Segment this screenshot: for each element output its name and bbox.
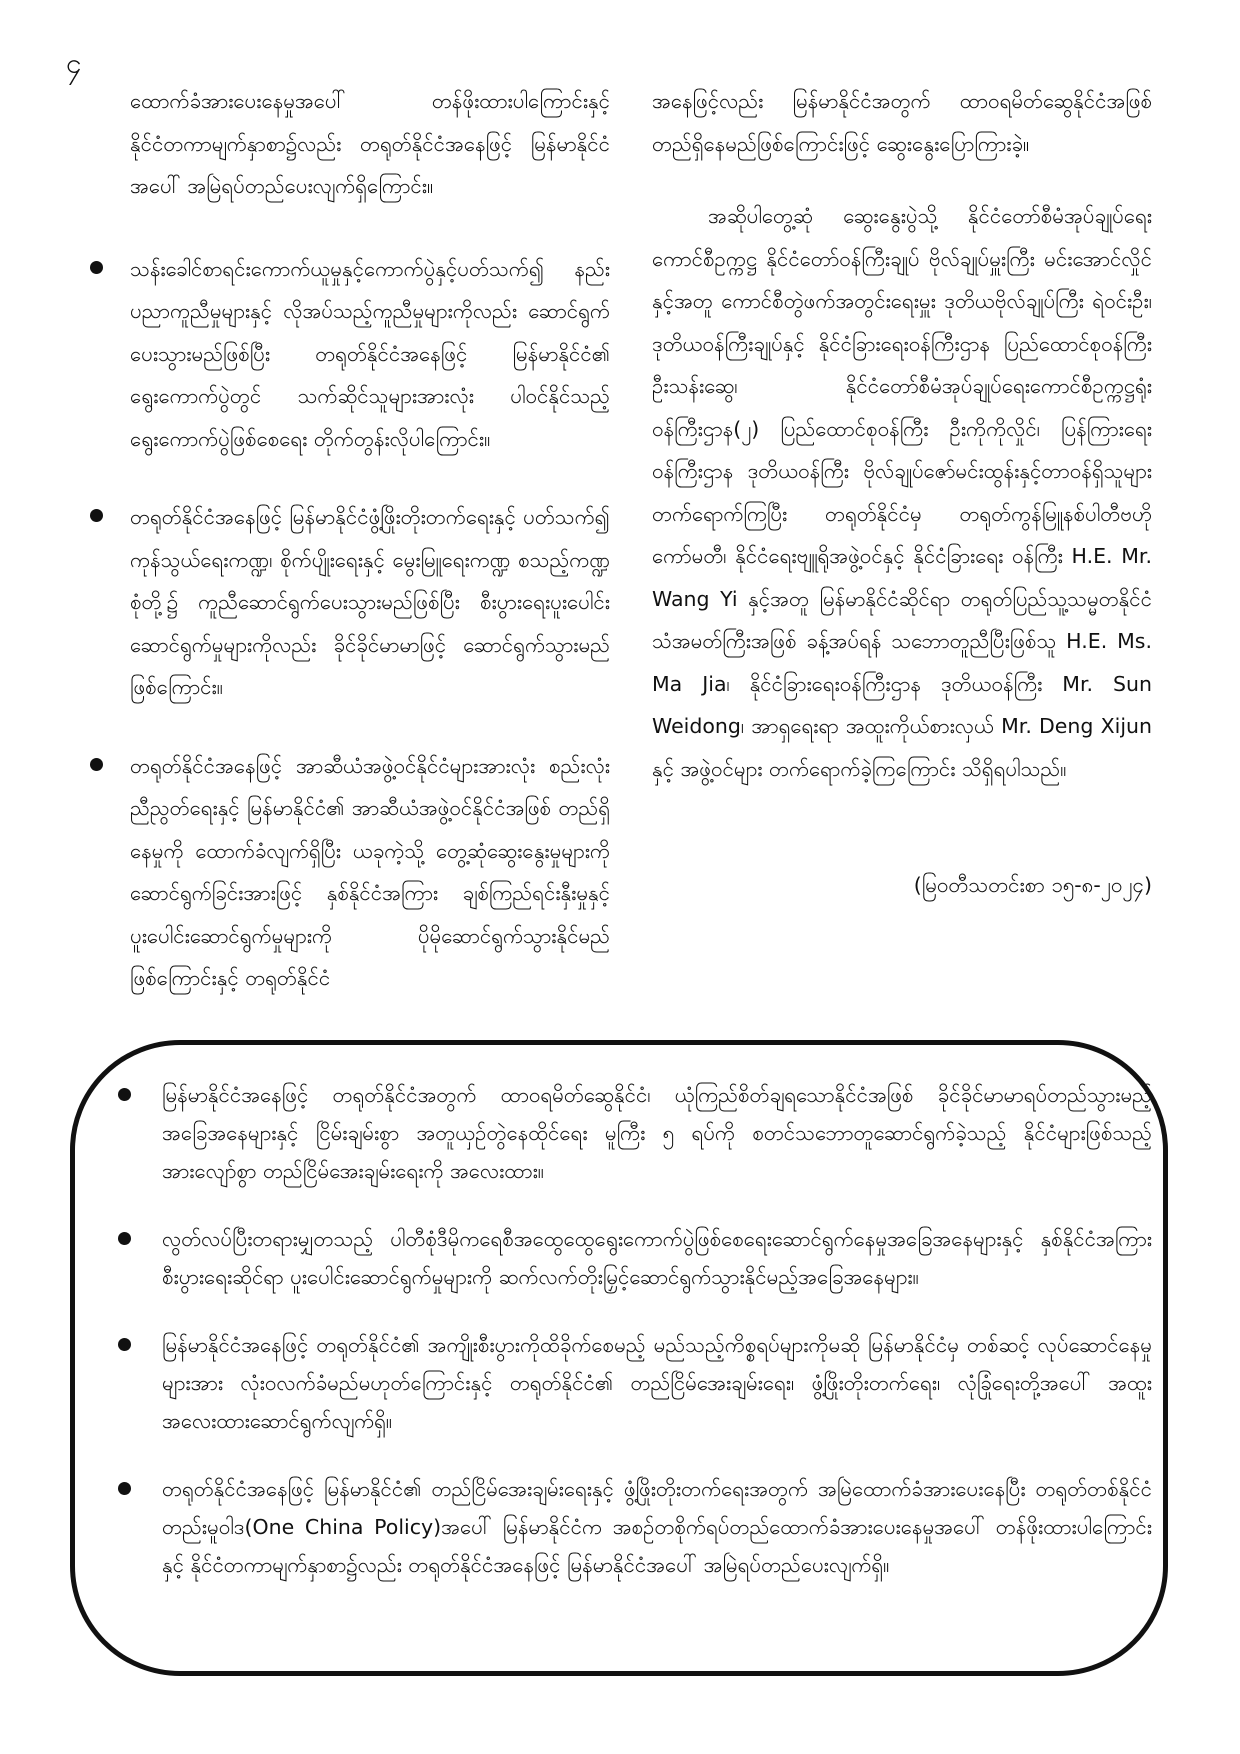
summary-item — [162, 1076, 1152, 1190]
continuation-paragraph: အနေဖြင့်လည်း မြန်မာနိုင်ငံအတွက် ထာဝရမိတ်ဆွေနိုင်ငံအဖြစ် တည်ရှိနေမည်ဖြစ်ကြောင်းဖြင့် ဆွေးနွေးပြောကြားခဲ့။ — [652, 89, 1152, 156]
bullet-icon — [118, 1482, 131, 1495]
list-item-text: တရုတ်နိုင်ငံအနေဖြင့် မြန်မာနိုင်ငံဖွံ့ဖြိုးတိုးတက်ရေးနှင့် ပတ်သက်၍ ကုန်သွယ်ရေးကဏ္ဍ၊ စိုက်ပျိုးရေးနှင့် မွေးမြူရေးကဏ္ဍ စသည့်ကဏ္ဍစုံတို့၌ ကူညီဆောင်ရွက်ပေးသွားမည်ဖြစ်ပြီး စီးပွားရေးပူးပေါင်းဆောင်ရွက်မှုများကိုလည်း ခိုင်ခိုင်မာမာဖြင့် ဆောင်ရွက်သွားမည်ဖြစ်ကြောင်း။ — [130, 505, 610, 699]
summary-item-text: တရုတ်နိုင်ငံအနေဖြင့် မြန်မာနိုင်ငံ၏ တည်ငြိမ်အေးချမ်းရေးနှင့် ဖွံ့ဖြိုးတိုးတက်ရေးအတွက် အမြဲထောက်ခံအားပေးနေပြီး တရုတ်တစ်နိုင်ငံတည်းမူဝါဒ(One China Policy)အပေါ် မြန်မာနိုင်ငံက အစဉ်တစိုက်ရပ်တည်ထောက်ခံအားပေးနေမှုအပေါ် တန်ဖိုးထားပါကြောင်းနှင့် နိုင်ငံတကာမျက်နှာစာ၌လည်း တရုတ်နိုင်ငံအနေဖြင့် မြန်မာနိုင်ငံအပေါ် အမြဲရပ်တည်ပေးလျက်ရှိ။ — [162, 1477, 1152, 1577]
list-item-text: တရုတ်နိုင်ငံအနေဖြင့် အာဆီယံအဖွဲ့ဝင်နိုင်ငံများအားလုံး စည်းလုံးညီညွတ်ရေးနှင့် မြန်မာနိုင်ငံ၏ အာဆီယံအဖွဲ့ဝင်နိုင်ငံအဖြစ် တည်ရှိနေမှုကို ထောက်ခံလျက်ရှိပြီး ယခုကဲ့သို့ တွေ့ဆုံဆွေးနွေးမှုများကို ဆောင်ရွက်ခြင်းအားဖြင့် နှစ်နိုင်ငံအကြား ချစ်ကြည်ရင်းနှီးမှုနှင့် ပူးပေါင်းဆောင်ရွက်မှုများကို ပိုမိုဆောင်ရွက်သွားနိုင်မည်ဖြစ်ကြောင်းနှင့် တရုတ်နိုင်ငံ — [130, 753, 610, 990]
right-column — [652, 80, 1152, 927]
bullet-icon — [90, 758, 103, 771]
intro-paragraph: ထောက်ခံအားပေးနေမှုအပေါ် တန်ဖိုးထားပါကြောင်းနှင့် နိုင်ငံတကာမျက်နှာစာ၌လည်း တရုတ်နိုင်ငံအနေဖြင့် မြန်မာနိုင်ငံအပေါ် အမြဲရပ်တည်ပေးလျက်ရှိကြောင်း။ — [130, 89, 610, 198]
source-citation: (မြဝတီသတင်းစာ ၁၅-၈-၂၀၂၄) — [913, 873, 1152, 897]
summary-item — [162, 1326, 1152, 1440]
summary-list — [162, 1076, 1152, 1614]
bullet-icon — [118, 1088, 131, 1101]
list-item — [130, 496, 610, 709]
summary-item-text: မြန်မာနိုင်ငံအနေဖြင့် တရုတ်နိုင်ငံအတွက် ထာဝရမိတ်ဆွေနိုင်ငံ၊ ယုံကြည်စိတ်ချရသောနိုင်ငံအဖြစ် ခိုင်ခိုင်မာမာရပ်တည်သွားမည့်အခြေအနေများနှင့် ငြိမ်းချမ်းစွာ အတူယှဉ်တွဲနေထိုင်ရေး မူကြီး ၅ ရပ်ကို စတင်သဘောတူဆောင်ရွက်ခဲ့သည့် နိုင်ငံများဖြစ်သည့်အားလျော်စွာ တည်ငြိမ်အေးချမ်းရေးကို အလေးထား။ — [162, 1083, 1152, 1183]
bullet-icon — [90, 261, 103, 274]
summary-item — [162, 1470, 1152, 1584]
list-item — [130, 745, 610, 1000]
attendees-paragraph: အဆိုပါတွေ့ဆုံ ဆွေးနွေးပွဲသို့ နိုင်ငံတော်စီမံအုပ်ချုပ်ရေးကောင်စီဥက္ကဋ္ဌ နိုင်ငံတော်ဝန်ကြီးချုပ် ဗိုလ်ချုပ်မှူးကြီး မင်းအောင်လှိုင်နှင့်အတူ ကောင်စီတွဲဖက်အတွင်းရေးမှူး ဒုတိယဗိုလ်ချုပ်ကြီး ရဲဝင်းဦး၊ ဒုတိယဝန်ကြီးချုပ်နှင့် နိုင်ငံခြားရေးဝန်ကြီးဌာန ပြည်ထောင်စုဝန်ကြီး ဦးသန်းဆွေ၊ နိုင်ငံတော်စီမံအုပ်ချုပ်ရေးကောင်စီဥက္ကဋ္ဌရုံး ဝန်ကြီးဌာန(၂) ပြည်ထောင်စုဝန်ကြီး ဦးကိုကိုလှိုင်၊ ပြန်ကြားရေးဝန်ကြီးဌာန ဒုတိယဝန်ကြီး ဗိုလ်ချုပ်ဇော်မင်းထွန်းနှင့်တာဝန်ရှိသူများ တက်ရောက်ကြပြီး တရုတ်နိုင်ငံမှ တရုတ်ကွန်မြူနစ်ပါတီဗဟိုကော်မတီ၊ နိုင်ငံရေးဗျူရိုအဖွဲ့ဝင်နှင့် နိုင်ငံခြားရေး ဝန်ကြီး H.E. Mr. Wang Yi နှင့်အတူ မြန်မာနိုင်ငံဆိုင်ရာ တရုတ်ပြည်သူ့သမ္မတနိုင်ငံသံအမတ်ကြီးအဖြစ် ခန့်အပ်ရန် သဘောတူညီပြီးဖြစ်သူ H.E. Ms. Ma Jia၊ နိုင်ငံခြားရေးဝန်ကြီးဌာန ဒုတိယဝန်ကြီး Mr. Sun Weidong၊ အာရှရေးရာ အထူးကိုယ်စားလှယ် Mr. Deng Xijun နှင့် အဖွဲ့ဝင်များ တက်ရောက်ခဲ့ကြကြောင်း သိရှိရပါသည်။ — [652, 204, 1152, 781]
left-column — [130, 80, 610, 1036]
summary-item — [162, 1220, 1152, 1296]
summary-item-text: လွတ်လပ်ပြီးတရားမျှတသည့် ပါတီစုံဒီမိုကရေစီအထွေထွေရွေးကောက်ပွဲဖြစ်စေရေးဆောင်ရွက်နေမှုအခြေအနေများနှင့် နှစ်နိုင်ငံအကြားစီးပွားရေးဆိုင်ရာ ပူးပေါင်းဆောင်ရွက်မှုများကို ဆက်လက်တိုးမြှင့်ဆောင်ရွက်သွားနိုင်မည့်အခြေအနေများ။ — [162, 1227, 1152, 1289]
page-number: ၄ — [66, 47, 82, 80]
summary-item-text: မြန်မာနိုင်ငံအနေဖြင့် တရုတ်နိုင်ငံ၏ အကျိုးစီးပွားကိုထိခိုက်စေမည့် မည်သည့်ကိစ္စရပ်များကိုမဆို မြန်မာနိုင်ငံမှ တစ်ဆင့် လုပ်ဆောင်နေမှုများအား လုံးဝလက်ခံမည်မဟုတ်ကြောင်းနှင့် တရုတ်နိုင်ငံ၏ တည်ငြိမ်အေးချမ်းရေး၊ ဖွံ့ဖြိုးတိုးတက်ရေး၊ လုံခြုံရေးတို့အပေါ် အထူးအလေးထားဆောင်ရွက်လျက်ရှိ။ — [162, 1333, 1152, 1433]
bullet-icon — [118, 1232, 131, 1245]
list-item — [130, 248, 610, 461]
bullet-icon — [118, 1338, 131, 1351]
bullet-icon — [90, 509, 103, 522]
list-item-text: သန်းခေါင်စာရင်းကောက်ယူမှုနှင့်ကောက်ပွဲနှင့်ပတ်သက်၍ နည်းပညာကူညီမှုများနှင့် လိုအပ်သည့်ကူညီမှုများကိုလည်း ဆောင်ရွက်ပေးသွားမည်ဖြစ်ပြီး တရုတ်နိုင်ငံအနေဖြင့် မြန်မာနိုင်ငံ၏ ရွေးကောက်ပွဲတွင် သက်ဆိုင်သူများအားလုံး ပါဝင်နိုင်သည့် ရွေးကောက်ပွဲဖြစ်စေရေး တိုက်တွန်းလိုပါကြောင်း။ — [130, 256, 610, 451]
